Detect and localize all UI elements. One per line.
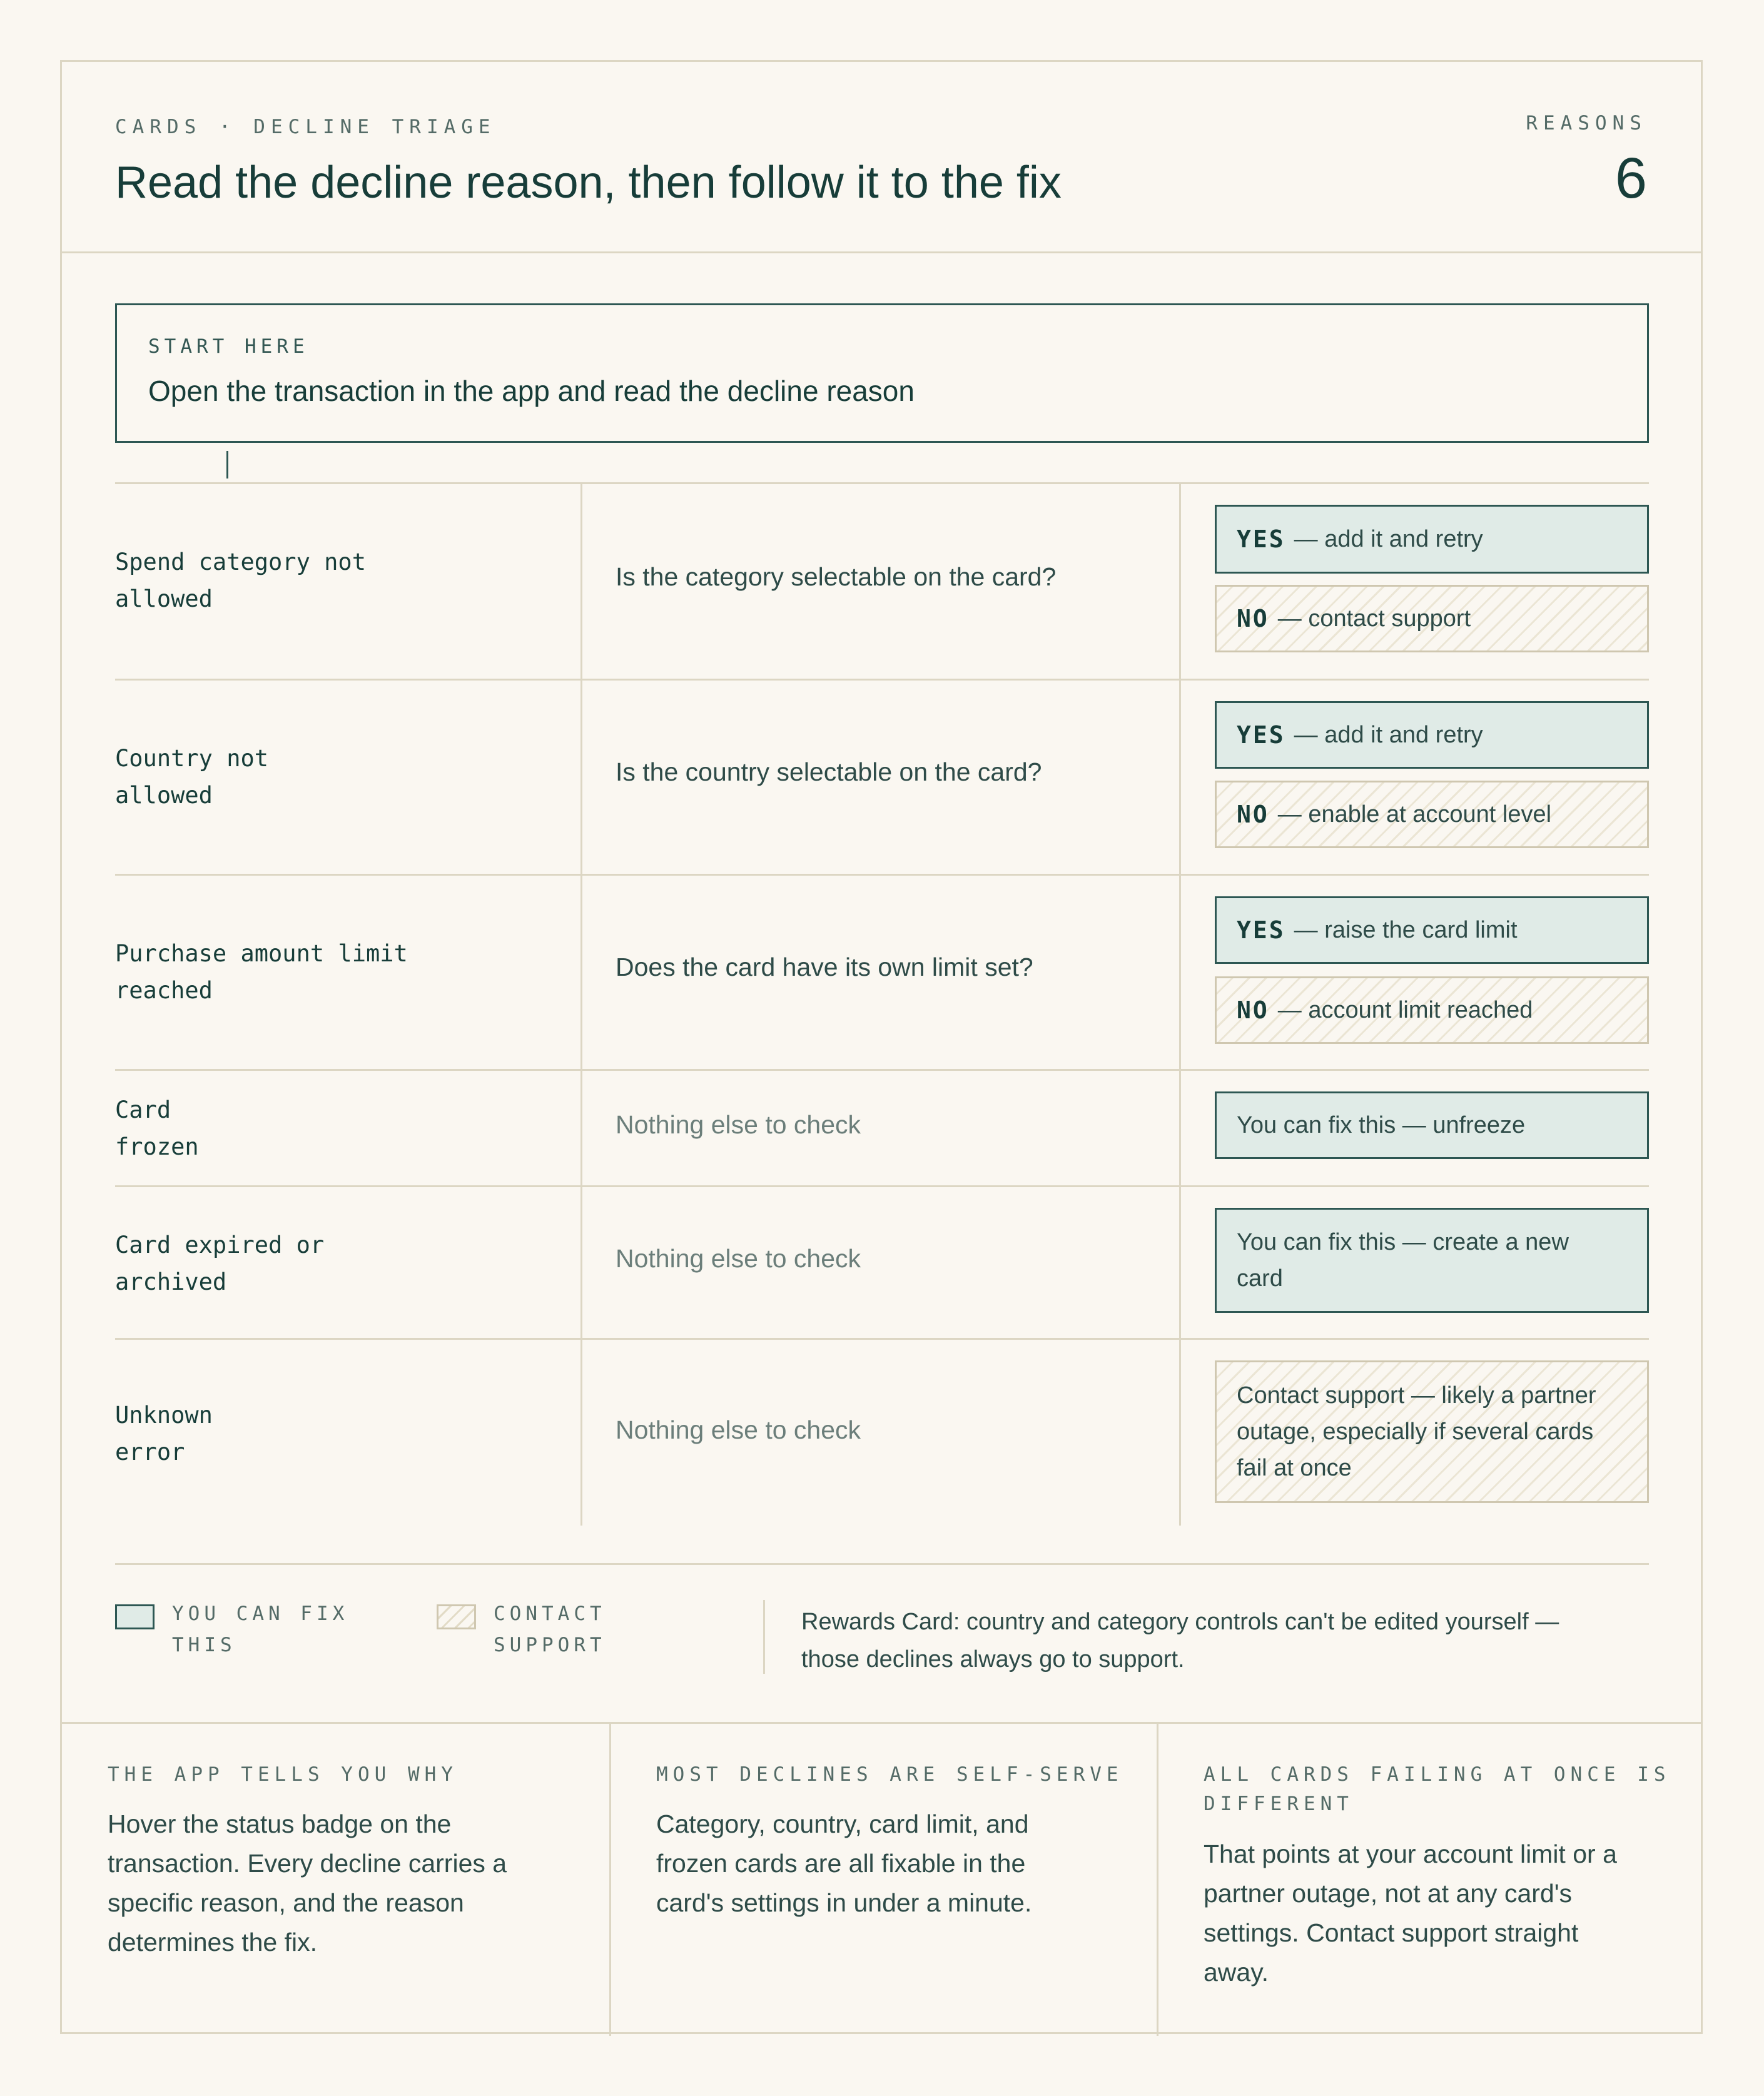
outcome-yes (1215, 896, 1649, 964)
reasons-label: REASONS (1526, 112, 1647, 134)
reason-unknown-error (115, 1397, 503, 1471)
no-key: NO (1237, 996, 1269, 1024)
reason-line: Purchase amount limit (115, 940, 408, 967)
row-divider (115, 1185, 1649, 1187)
outcome-text: You can fix this — unfreeze (1237, 1112, 1526, 1138)
outcome-yes (1215, 701, 1649, 769)
title-line: ALL CARDS FAILING AT ONCE IS (1204, 1763, 1671, 1786)
row-divider (115, 874, 1649, 876)
body-line: card's settings in under a minute. (656, 1888, 1032, 1917)
outcome-no (1215, 976, 1649, 1044)
reason-country (115, 740, 503, 814)
reason-line: allowed (115, 782, 213, 809)
footer-body (1204, 1835, 1679, 1992)
reason-line: Unknown (115, 1402, 213, 1429)
legend-divider (115, 1563, 1649, 1565)
reason-spend-category (115, 544, 503, 617)
start-label: START HERE (148, 335, 309, 358)
outcome-text: — account limit reached (1277, 997, 1533, 1023)
reason-line: Spend category not (115, 549, 366, 575)
outcome-no (1215, 585, 1649, 652)
decline-triage-card (60, 60, 1703, 2034)
outcome-no (1215, 781, 1649, 848)
body-line: settings. Contact support straight (1204, 1918, 1579, 1947)
legend-line: SUPPORT (494, 1634, 606, 1656)
eyebrow: CARDS · DECLINE TRIAGE (115, 116, 496, 138)
legend-separator (763, 1600, 765, 1674)
title-line: DIFFERENT (1204, 1793, 1354, 1815)
footer-divider (62, 1722, 1701, 1724)
outcome-text: outage, especially if several cards (1237, 1419, 1594, 1445)
outcome-text: Contact support — likely a partner (1237, 1382, 1596, 1409)
outcome-text: — enable at account level (1277, 801, 1552, 828)
question-category: Is the category selectable on the card? (616, 562, 1057, 591)
outcome-fix (1215, 1091, 1649, 1159)
outcome-fix (1215, 1208, 1649, 1313)
body-line: away. (1204, 1958, 1269, 1987)
body-line: partner outage, not at any card's (1204, 1879, 1573, 1908)
connector-tick (226, 451, 228, 478)
outcome-text: card (1237, 1265, 1283, 1292)
legend-line: YOU CAN FIX (172, 1602, 349, 1625)
row-divider (115, 482, 1649, 484)
body-line: specific reason, and the reason (108, 1888, 464, 1917)
no-key: NO (1237, 605, 1269, 632)
row-divider (115, 1338, 1649, 1340)
outcome-text: You can fix this — create a new (1237, 1229, 1569, 1255)
legend-note (801, 1603, 1589, 1678)
legend-line: THIS (172, 1634, 236, 1656)
note-line: Rewards Card: country and category controls can't be edited yourself — (801, 1609, 1559, 1635)
row-divider (115, 679, 1649, 681)
yes-key: YES (1237, 916, 1285, 944)
page-title: Read the decline reason, then follow it to the fix (115, 158, 1062, 208)
footer-body (656, 1805, 1132, 1923)
body-line: Category, country, card limit, and (656, 1810, 1029, 1838)
outcome-text: fail at once (1237, 1455, 1352, 1481)
footer-title: THE APP TELLS YOU WHY (108, 1763, 458, 1786)
reason-line: reached (115, 977, 213, 1004)
reason-line: allowed (115, 585, 213, 612)
footer-title: MOST DECLINES ARE SELF-SERVE (656, 1763, 1123, 1786)
header-divider (62, 251, 1701, 253)
body-line: determines the fix. (108, 1928, 317, 1957)
footer-title (1204, 1760, 1671, 1819)
start-text: Open the transaction in the app and read the decline reason (148, 375, 915, 407)
body-line: frozen cards are all fixable in the (656, 1849, 1026, 1878)
outcome-text: — add it and retry (1294, 722, 1483, 748)
row-divider (115, 1069, 1649, 1071)
outcome-text: — contact support (1277, 605, 1471, 632)
reason-line: Card expired or (115, 1232, 325, 1258)
reason-line: Country not (115, 745, 269, 772)
question-country: Is the country selectable on the card? (616, 757, 1042, 786)
footer-column-divider (609, 1722, 611, 2036)
legend-fix-swatch (115, 1604, 155, 1629)
legend-support-swatch (437, 1604, 476, 1629)
reason-line: error (115, 1439, 185, 1466)
reasons-count: 6 (1614, 146, 1647, 210)
outcome-text: — add it and retry (1294, 526, 1483, 552)
reason-card-frozen (115, 1091, 503, 1165)
legend-line: CONTACT (494, 1602, 606, 1625)
no-key: NO (1237, 801, 1269, 828)
body-line: Hover the status badge on the (108, 1810, 452, 1838)
reason-card-expired (115, 1227, 503, 1300)
column-divider (1179, 482, 1181, 1526)
start-step (115, 303, 1649, 443)
legend-support-label (494, 1598, 606, 1661)
yes-key: YES (1237, 721, 1285, 749)
outcome-text: — raise the card limit (1294, 917, 1518, 943)
reason-line: Card (115, 1096, 171, 1123)
reason-line: archived (115, 1268, 227, 1295)
footer-body (108, 1805, 583, 1962)
footer-column-divider (1157, 1722, 1158, 2036)
note-line: those declines always go to support. (801, 1646, 1185, 1673)
outcome-yes (1215, 505, 1649, 574)
reason-line: frozen (115, 1133, 199, 1160)
question-limit: Does the card have its own limit set? (616, 953, 1033, 981)
question-none: Nothing else to check (616, 1415, 861, 1444)
yes-key: YES (1237, 525, 1285, 553)
body-line: transaction. Every decline carries a (108, 1849, 507, 1878)
outcome-support (1215, 1360, 1649, 1503)
legend-fix-label (172, 1598, 348, 1661)
question-none: Nothing else to check (616, 1110, 861, 1139)
body-line: That points at your account limit or a (1204, 1840, 1617, 1868)
question-none: Nothing else to check (616, 1244, 861, 1273)
reason-amount-limit (115, 935, 503, 1009)
column-divider (580, 482, 582, 1526)
